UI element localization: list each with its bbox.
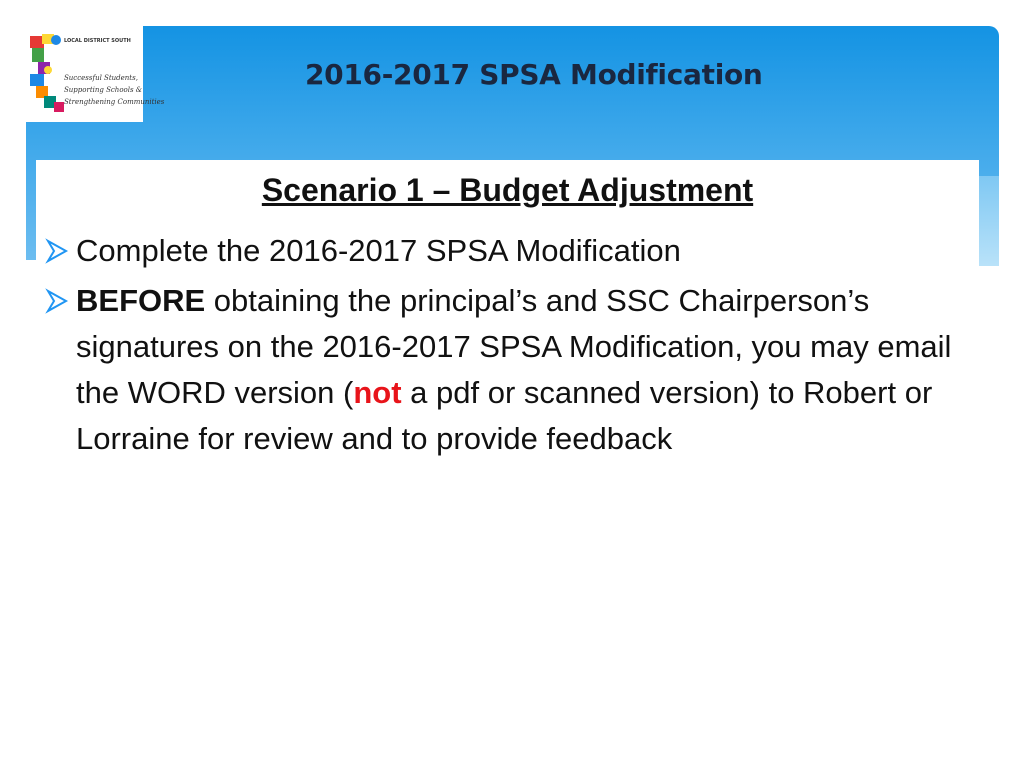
logo-org-name: LOCAL DISTRICT SOUTH [64, 38, 131, 44]
emphasis-not: not [353, 375, 402, 410]
district-logo [26, 26, 165, 122]
logo-tagline-1: Successful Students, [64, 74, 138, 82]
bullet-list [46, 228, 956, 466]
arrow-bullet-icon [46, 239, 68, 263]
bullet-text: Complete the 2016-2017 SPSA Modification [76, 233, 681, 268]
puzzle-logo-icon [26, 26, 165, 122]
arrow-bullet-icon [46, 289, 68, 313]
slide-title: 2016-2017 SPSA Modification [305, 58, 763, 91]
logo-tagline-3: Strengthening Communities [64, 98, 165, 106]
bullet-lead: BEFORE [76, 283, 206, 318]
bullet-item [46, 278, 956, 462]
bullet-text-b: a pdf or scanned version) to Robert or Lorraine for review and to provide feedback [76, 375, 933, 456]
logo-tagline-2: Supporting Schools & [64, 86, 143, 94]
bullet-item [46, 228, 956, 274]
scenario-heading: Scenario 1 – Budget Adjustment [261, 172, 754, 208]
bullet-text-a: obtaining the principal’s and SSC Chairperson’s signatures on the 2016-2017 SPSA Modification, you may email the WORD version ( [76, 283, 952, 410]
